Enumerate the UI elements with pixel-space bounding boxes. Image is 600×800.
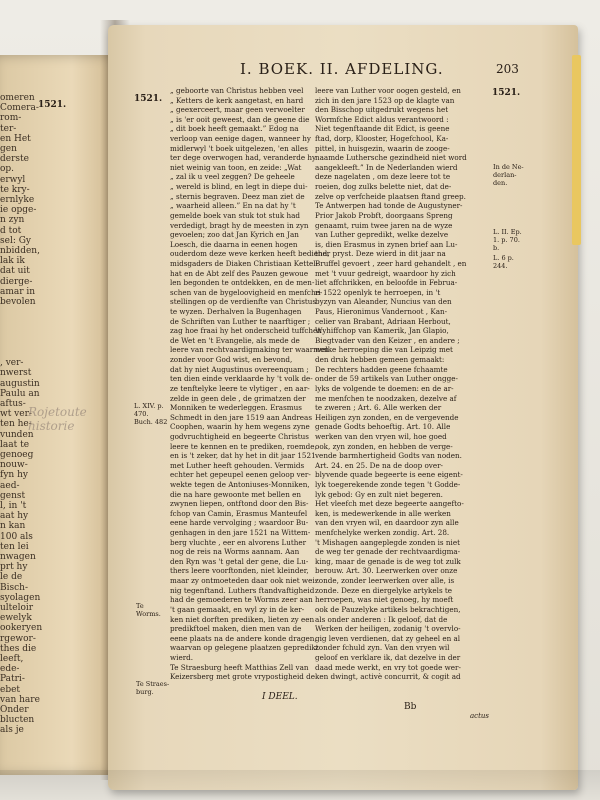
text-line: dat hy niet Augustinus overeenquam ; <box>170 364 309 374</box>
text-line: Te Antwerpen had tonde de Augustyner- <box>315 201 463 211</box>
text-line: leere van rechtvaardigmaking ter waarmen <box>170 345 329 355</box>
text-line: daad mede werkt, en vry tot goede wer- <box>315 662 461 672</box>
left-page-line: erwyl <box>0 174 26 185</box>
left-page-line: Paulu an <box>0 388 40 399</box>
sidenote-5: L. II. Ep. 1. p. 70. b. <box>493 228 522 252</box>
text-line: stellingen op de verdienfte van Christus <box>170 297 317 307</box>
left-page-line <box>0 328 60 338</box>
left-page-line: Bisch- <box>0 582 28 593</box>
text-line: zonde, zonder leerwerken over alle, is <box>315 576 455 586</box>
text-line: predikftoel maken, dien men van de <box>170 624 302 634</box>
text-line: de Schriften van Luther te naarftiger ; <box>170 316 311 326</box>
text-line: „ geexerceert, maar geen verwoelter <box>170 105 305 115</box>
left-page-line: ernlyke <box>0 195 35 205</box>
text-line: Bruffel gevoert , zeer hard gehandelt , en <box>315 258 467 268</box>
left-page-line: ebet <box>0 684 21 695</box>
left-page-line <box>0 348 60 358</box>
left-page-line: rgewor- <box>0 633 36 644</box>
left-page-line: blucten <box>0 715 35 726</box>
handwritten-annotation: Rojetoute historie <box>28 405 87 433</box>
left-page-line: ten lei <box>0 541 29 552</box>
text-line: gig leven verdienen, dat zy geheel en al <box>315 633 461 643</box>
text-line: zwynen liepen, ontftond door den Bis- <box>170 499 309 509</box>
text-line: Wormfche Edict aldus verantwoord : <box>315 114 449 124</box>
text-line: te wyzen. Derhalven la Bugenhagen <box>170 307 302 317</box>
left-page-line: dierge- <box>0 276 33 287</box>
left-page-line: omeren <box>0 93 35 103</box>
text-line: schen van de bygeloovigheid en menfche- <box>170 287 323 297</box>
text-line: aangekleeft.” In de Nederlanden wierd <box>315 162 458 172</box>
left-page-line: augustin <box>0 378 40 389</box>
left-page-line: lak ik <box>0 256 25 267</box>
sidenote-4: In de Ne- derlan- den. <box>493 163 524 187</box>
left-page-line: amar in <box>0 286 36 297</box>
left-page-line: nwagen <box>0 552 36 562</box>
left-page-line: fyn hy <box>0 470 28 481</box>
left-page-line: rom- <box>0 113 22 124</box>
left-page-line: Onder <box>0 705 29 715</box>
text-line: die na hare gewoonte met bellen en <box>170 489 301 499</box>
left-page-line: aat hy <box>0 511 29 522</box>
text-line: hat en de Abt zelf des Pauzen gewoue <box>170 268 309 278</box>
left-page-line: bevolen <box>0 297 36 307</box>
text-line: van den vryen wil, en daardoor zyn alle <box>315 518 459 528</box>
left-page-line: le de <box>0 572 23 583</box>
text-line: had de gemoederen te Worms zeer aan <box>170 595 313 605</box>
text-line: Heiligen zyn zonden, en de vergevende <box>315 412 459 422</box>
text-line: ken dwingt, activè concurrit, & cogit ad <box>315 672 461 682</box>
left-page-line: genoeg <box>0 450 34 460</box>
left-page-line: ulteloir <box>0 603 34 613</box>
text-line: ook, zyn zonden, en hebben de verge- <box>315 441 453 451</box>
sidenote-3: Te Straes- burg. <box>136 680 170 696</box>
text-line: „ dit boek heeft gemaakt.” Edog na <box>170 124 299 134</box>
left-page-line: Patri- <box>0 674 25 685</box>
text-line: „ geboorte van Christus hebben veel <box>170 86 304 95</box>
signature-mark: I DEEL. <box>262 692 298 702</box>
left-page-line: , ver- <box>0 358 24 369</box>
text-line: lyks de volgende te doemen: en de ar- <box>315 383 454 393</box>
left-page-line: op. <box>0 164 15 175</box>
catchword: actus <box>470 712 490 720</box>
left-page-line: sel: Gy <box>0 235 31 246</box>
text-line: zonder voor God wist, en bevond, <box>170 355 293 365</box>
text-line: zelve op verfcheide plaatsen ftand greep. <box>315 191 466 201</box>
text-line: blyvende quade begeerte is eene eigent- <box>315 470 463 480</box>
text-line: Niet tegenftaande dit Edict, is geene <box>315 124 450 134</box>
left-page-line <box>0 338 60 348</box>
text-line: Te Straesburg heeft Matthias Zell van <box>170 662 309 672</box>
text-line: wierd. <box>170 652 194 662</box>
left-page-line: l, in 't <box>0 501 27 511</box>
text-line: zelde in geen dele , de grimatzen der <box>170 393 306 403</box>
text-line: te zweren ; Art. 6. Alle werken der <box>315 403 442 413</box>
left-page-line: laat te <box>0 439 30 450</box>
text-line: „ Ketters de kerk aangetast, en hard <box>170 95 304 105</box>
text-line: Keizersberg met grote vrypostigheid de <box>170 672 315 682</box>
text-line: echter het gepeupel eenen geloop ver- <box>170 470 311 480</box>
text-line: naamde Luthersche gezindheid niet word <box>315 153 467 163</box>
text-line: leere te kennen en te prediken, roemde, <box>170 441 317 451</box>
text-line: zonde. Deze en diergelyke artykels te <box>315 585 453 595</box>
left-page-line: wt ver- <box>0 409 32 420</box>
text-line: vende barmhertigheid Godts van noden. <box>315 451 462 461</box>
text-line: zag hoe fraai hy het onderscheid tuffchen <box>170 326 322 336</box>
text-line: Coophen, waarin hy hem wegens zyne <box>170 422 310 432</box>
left-page-line: van hare <box>0 694 40 705</box>
text-line: eene plaats na de andere konde dragen, <box>170 633 317 643</box>
year-marker-right: 1521. <box>492 88 521 98</box>
text-line: berouw. Art. 30. Leerwerken over onze <box>315 566 458 576</box>
left-page-line <box>0 317 60 327</box>
left-page-line: ewelyk <box>0 613 32 624</box>
text-line: 't gaan gemaakt, en wyl zy in de ker- <box>170 604 305 614</box>
text-line: genade Godts behoeftig. Art. 10. Alle <box>315 422 451 432</box>
left-page-line: leeft, <box>0 654 24 664</box>
text-line: „ zal ik u veel zeggen? De geheele <box>170 172 295 182</box>
text-line: gevoelen; zoo dat Jan Kyrich en Jan <box>170 230 299 240</box>
text-line: me menfchen te noodzaken, dezelve af <box>315 393 457 403</box>
text-line: leere van Luther voor oogen gesteld, en <box>315 86 461 95</box>
text-line: verdedigt, bragt hy de meesten in zyn <box>170 220 309 230</box>
text-line: Wyhiffchop van Kamerik, Jan Glapio, <box>315 326 449 336</box>
left-page-line: aftus- <box>0 399 26 409</box>
text-line: Prior Jakob Probft, doorgaans Spreng <box>315 210 453 220</box>
text-line: ook de Pauzelyke artikels bekrachtigen, <box>315 604 461 614</box>
text-line: met Luther heeft gehouden. Vermids <box>170 460 305 470</box>
left-page-line: en Het <box>0 133 31 144</box>
text-line: welke herroeping die van Leipzig met <box>315 345 453 355</box>
text-line: ter dege overwogen had, veranderde hy <box>170 153 317 163</box>
text-line: „ waarheid alleen.” En na dat hy 't <box>170 201 296 211</box>
left-page-line: als je <box>0 725 24 736</box>
text-line: pittel, in huisgezin, waarin de zooge- <box>315 143 450 153</box>
text-line: 't Mishagen aangeplegde zonden is niet <box>315 537 460 547</box>
text-line: zich in den jare 1523 op de klagte van <box>315 95 455 105</box>
text-line: celier van Brabant, Adriaan Herbout, <box>315 316 451 326</box>
text-line: De rechters hadden geene fchaamte <box>315 364 448 374</box>
left-page-year: 1521. <box>38 100 67 110</box>
text-line: roeien, dog zulks belette niet, dat de- <box>315 182 452 192</box>
left-page-line: nwerst <box>0 368 32 379</box>
text-line: len begonden te ontdekken, en de men- <box>170 278 315 288</box>
text-line: godvruchtigheid en begeerte Christus <box>170 431 309 441</box>
text-line: ri 1522 openlyk te herroepen, in 't <box>315 287 441 297</box>
left-page-line: aed- <box>0 480 20 491</box>
text-line: is, dien Erasmus in zynen brief aan Lu- <box>315 239 458 249</box>
text-line: met 't vuur gedreigt, waardoor hy zich <box>315 268 456 278</box>
sidenote-6: L. 6 p. 244. <box>493 254 514 270</box>
text-line: Art. 24. en 25. De na de doop over- <box>315 460 443 470</box>
text-line: geloof en verklare ik, dat dezelve in der <box>315 652 461 662</box>
text-line: gemelde boek van stuk tot stuk had <box>170 210 301 220</box>
text-line: den Bisschop uitgedrukt wegens het <box>315 105 449 115</box>
text-line: en is 't zeker, dat hy het in dit jaar 1521 <box>170 451 316 461</box>
left-page-line: n zyn <box>0 215 25 226</box>
text-line: werken van den vryen wil, hoe goed <box>315 431 447 441</box>
text-line: nog de reis na Worms aannam. Aan <box>170 547 300 557</box>
bookmark-ribbon <box>572 55 581 245</box>
left-page-line: dat uit <box>0 266 30 277</box>
left-page-line: te kry- <box>0 184 30 195</box>
left-page-line: Comera- <box>0 103 39 114</box>
left-page-line: ten he- <box>0 419 32 430</box>
left-page-line: gen <box>0 144 17 154</box>
text-line: Monniken te wederleggen. Erasmus <box>170 403 302 413</box>
text-line: als onder anderen : Ik geloof, dat de <box>315 614 448 624</box>
text-line: Paus, Hieronimus Vandernoot , Kan- <box>315 307 448 317</box>
text-line: „ wereld is blind, en legt in diepe dui- <box>170 182 308 192</box>
left-page-line: derste <box>0 154 29 165</box>
text-line: ten dien einde verklaarde hy 't volk de- <box>170 374 313 384</box>
text-line: Loesch, die daarna in eenen hogen <box>170 239 298 249</box>
text-line: „ is 'er ooit geweest, dan de geene die <box>170 114 310 124</box>
left-page-line: ie opge- <box>0 205 37 216</box>
sidenote-1: L. XIV. p. 470. Buch. 482 <box>134 402 168 426</box>
left-page-line: d tot <box>0 225 22 236</box>
text-line: byzyn van Aleander, Nuncius van den <box>315 297 452 307</box>
text-line: ther pryst. Deze wierd in dit jaar na <box>315 249 446 259</box>
left-page-line: n kan <box>0 521 26 532</box>
page-number: 203 <box>496 62 519 76</box>
text-line: midlerwyl 't boek uitgelezen, 'en alles <box>170 143 308 153</box>
table-shadow <box>0 770 600 800</box>
text-line: ken niet dorften prediken, lieten zy een <box>170 614 315 624</box>
text-line: nig tegenftand. Luthers ftandvaftigheid <box>170 585 315 595</box>
text-line: van Luther gepredikt, welke dezelve <box>315 230 449 240</box>
text-line: menfchelyke werken zondig. Art. 28. <box>315 528 450 538</box>
text-line: wekte tegen de Antoniuses-Monniken, <box>170 479 310 489</box>
text-line: thers leere voorftonden, niet kleinder, <box>170 566 309 576</box>
sidenote-2: Te Worms. <box>136 602 161 618</box>
text-line: ze tenftelyke leere te vlytiger , en aar- <box>170 383 310 393</box>
text-line: Schmedt in den jare 1519 aan Andreas <box>170 412 313 422</box>
text-line: ken, is medewerkende in alle werken <box>315 508 451 518</box>
text-line: de weg ter genade der rechtvaardigma- <box>315 547 461 557</box>
left-page-line: genst <box>0 490 26 501</box>
text-line: fchop van Camin, Erasmus Manteufel <box>170 508 308 518</box>
text-line: Biegtvader van den Keizer , en andere ; <box>315 335 460 345</box>
left-page-line: thes die <box>0 643 37 654</box>
text-line: genhagen in den jare 1521 na Wittem- <box>170 528 311 538</box>
left-page-line: 100 als <box>0 531 33 542</box>
left-page-line <box>0 307 60 317</box>
left-page-line: ookeryen <box>0 623 43 634</box>
left-page-line: nouw- <box>0 460 28 471</box>
text-line: genaamt, ruim twee jaren na de wyze <box>315 220 453 230</box>
year-marker-left: 1521. <box>134 94 163 104</box>
left-page-line: ter- <box>0 123 17 134</box>
text-line: liet affchrikken, en beloofde in Februa- <box>315 278 458 288</box>
left-page-line: syolagen <box>0 592 41 603</box>
text-line: zonder fchuld zyn. Van den vryen wil <box>315 643 450 653</box>
text-line: midsgaders de Diaken Christiaan Kettel- <box>170 258 318 268</box>
text-line: den druk hebben gemeen gemaakt: <box>315 355 445 365</box>
text-line: verloop van eenige dagen, wanneer hy <box>170 134 311 144</box>
left-page-line: nbidden, <box>0 246 40 256</box>
text-line: ouderdom deze weve kerken heeft bediend, <box>170 249 330 259</box>
text-line: deze nagelaten , om deze leere tot te <box>315 172 451 182</box>
text-line: onder de 59 artikels van Luther ongge- <box>315 374 458 384</box>
text-line: de Wet en 't Evangelie, als mede de <box>170 335 300 345</box>
text-line: niet weinig van toon, en zeide: „Wat <box>170 162 302 172</box>
text-line: berg vluchte , eer en alvorens Luther <box>170 537 307 547</box>
page-header: I. BOEK. II. AFDELING. <box>240 60 444 78</box>
left-page-line: ede- <box>0 664 20 675</box>
gathering-mark: Bb <box>404 702 417 712</box>
text-line: maar zy ontmoeteden daar ook niet wei- <box>170 576 318 586</box>
text-line: „ sternis begraven. Deez man ziet de <box>170 191 305 201</box>
left-page-line: vunden <box>0 429 34 440</box>
text-line: herroepen, was niet genoeg, hy moeft <box>315 595 454 605</box>
text-line: lyk gebod: Gy en zult niet begeren. <box>315 489 443 499</box>
text-line: Werken der heiligen, zodanig 't overvlo- <box>315 624 461 634</box>
text-line: king, maar de genade is de weg tot zulk <box>315 556 461 566</box>
text-line: lyk toegerekende zonde tegen 't Godde- <box>315 479 461 489</box>
text-line: Het vleefch met deze begeerte aangefto- <box>315 499 464 509</box>
text-line: ftad, dorp, Klooster, Hogefchool, Ka- <box>315 134 449 144</box>
text-line: den Ryn was 't getal der gene, die Lu- <box>170 556 309 566</box>
text-line: eene harde vervolging ; waardoor Bu- <box>170 518 309 528</box>
left-page-line: prt hy <box>0 562 28 573</box>
text-line: waarvan op gelegene plaatzen gepredikt <box>170 643 319 653</box>
right-text-column <box>315 86 490 682</box>
